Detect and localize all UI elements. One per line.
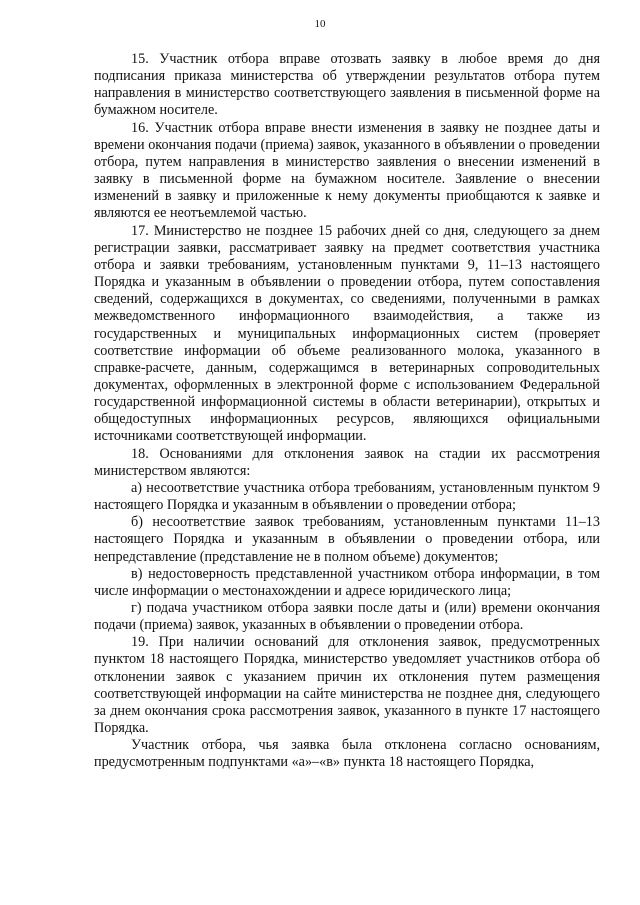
page-number: 10 — [314, 18, 326, 30]
paragraph-18-g: г) подача участником отбора заявки после даты и (или) времени окончания подачи (приема) заявок, указанных в объявлении о проведении отбора. — [94, 600, 600, 634]
paragraph-16: 16. Участник отбора вправе внести изменения в заявку не позднее даты и времени окончания подачи (приема) заявок, указанного в объявлении о проведении отбора, путем направления в министерство заявления о внесении изменений в заявку в письменной форме на бумажном носителе. Заявление о внесении изменений в заявку и приложенные к нему документы приобщаются к заявке и являются ее неотъемлемой частью. — [94, 119, 600, 222]
paragraph-18-b: б) несоответствие заявок требованиям, установленным пунктами 11–13 настоящего Порядка и указанным в объявлении о проведении отбора, или непредставление (представление не в полном объеме) документов; — [94, 514, 600, 565]
paragraph-19: 19. При наличии оснований для отклонения заявок, предусмотренных пунктом 18 настоящего Порядка, министерство уведомляет участников отбора об отклонении заявок с указанием причин их отклонения путем размещения соответствующей информации на сайте министерства не позднее дня, следующего за днем окончания срока рассмотрения заявок, указанного в пункте 17 настоящего Порядка. — [94, 634, 600, 737]
paragraph-18-a: а) несоответствие участника отбора требованиям, установленным пунктом 9 настоящего Порядка и указанным в объявлении о проведении отбора; — [94, 479, 600, 514]
paragraph-18-v: в) недостоверность представленной участником отбора информации, в том числе информации о местонахождении и адресе юридического лица; — [94, 565, 600, 599]
paragraph-15: 15. Участник отбора вправе отозвать заявку в любое время до дня подписания приказа министерства об утверждении результатов отбора путем направления в министерство соответствующего заявления в письменной форме на бумажном носителе. — [94, 51, 600, 119]
paragraph-continuation: Участник отбора, чья заявка была отклонена согласно основаниям, предусмотренным подпунктами «а»–«в» пункта 18 настоящего Порядка, — [94, 737, 600, 771]
paragraph-18: 18. Основаниями для отклонения заявок на стадии их рассмотрения министерством являются: — [94, 445, 600, 479]
document-body — [94, 51, 600, 772]
paragraph-17: 17. Министерство не позднее 15 рабочих дней со дня, следующего за днем регистрации заявки, рассматривает заявку на предмет соответствия участника отбора и заявки требованиям, установленным пунктами 9, 11–13 настоящего Порядка и указанным в объявлении о проведении отбора, путем сопоставления сведений, содержащихся в документах, со сведениями, полученными в рамках межведомственного информационного взаимодействия, а также из государственных и муниципальных информационных систем (проверяет соответствие информации об объеме реализованного молока, указанного в справке-расчете, данным, содержащимся в ветеринарных сопроводительных документах, оформленных в электронной форме с использованием Федеральной государственной информационной системы в области ветеринарии), открытых и общедоступных информационных ресурсов, являющихся официальными источниками соответствующей информации. — [94, 222, 600, 445]
